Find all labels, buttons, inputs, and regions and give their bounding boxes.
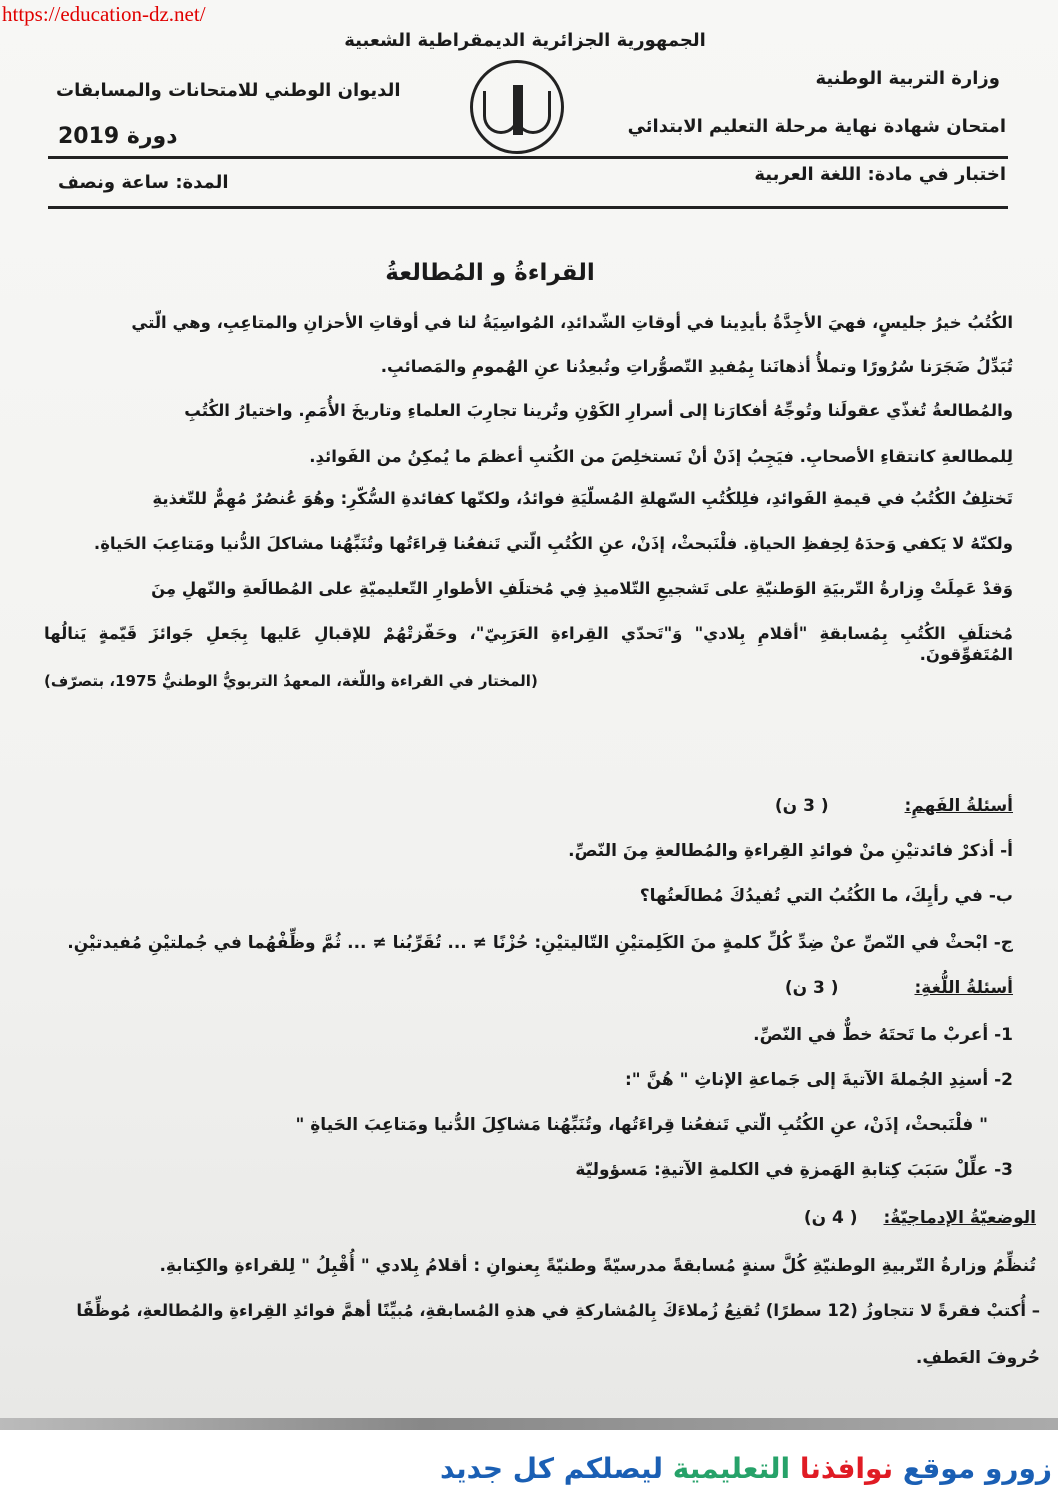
integration-line: حُروفَ العَطفِ. [915,1348,1040,1368]
passage-title: القراءةُ و المُطالعةُ [385,260,595,286]
footer-site-name: نوافذنا [799,1452,894,1485]
exam-duration: المدة: ساعة ونصف [58,172,229,193]
exam-title: امتحان شهادة نهاية مرحلة التعليم الابتدائي [627,116,1006,137]
footer-site-name: التعليمية [672,1452,791,1485]
passage-line: لِلمطالعةِ كانتقاءِ الأصحابِ. فيَجِبُ إذَنْ أنْ نَستخلِصَ من الكُتبِ أعظمَ ما يُمكِنُ من الفَوائدِ. [309,447,1013,466]
question-item: 3- علِّلْ سَبَبَ كِتابةِ الهَمزةِ في الكلمةِ الآتيةِ: مَسؤوليّة [575,1160,1013,1180]
question-item: ب- في رأيِكَ، ما الكُتُبُ التي تُفيدُكَ مُطالَعتُها؟ [639,886,1013,906]
office-name: الديوان الوطني للامتحانات والمسابقات [56,80,401,101]
onec-logo [470,60,564,154]
question-item: ج- ابْحثْ في النّصِّ عنْ ضِدِّ كُلِّ كلمةٍ منَ الكَلِمتيْنِ التّاليتيْنِ: حُزْنًا ≠ ... تُقَرِّبُنا ≠ ... ثُمَّ وظِّفْهُما في جُملتيْنِ مُفيدتيْنِ. [67,933,1013,953]
passage-line: ولكنّهُ لا يَكفي وَحدَهُ لِحِفظِ الحياةِ. فلْنَبحثْ، إذَنْ، عنِ الكُتُبِ الّتي تَنفعُنا قِراءَتُها وتُنَبِّهُنا مشاكلَ الدُّنيا ومَتاعِبَ الحَياةِ. [93,534,1013,553]
passage-line: مُختلَفِ الكُتُبِ بِمُسابقةِ "أقلامِ بِلادي" وَ"تَحدّي القِراءةِ العَرَبِيّ"، وحَفّزتْهُمْ للإقبالِ عَليها بِجَعلِ جَوائزَ قَيّمةٍ يَنالُها المُتَفوِّقونَ. [44,624,1013,665]
integration-line: تُنظِّمُ وزارةُ التّربيةِ الوطنيّةِ كُلَّ سنةٍ مُسابقةً مدرسيّةً وطنيّةً بِعنوانِ : أقلامُ بِلادي " أُقْبِلُ " لِلقراءةِ والكِتابةِ. [159,1256,1036,1276]
comprehension-points: ( 3 ن) [774,796,829,816]
language-points: ( 3 ن) [784,978,839,998]
exam-session: دورة 2019 [58,124,178,149]
footer-text: زورو موقع [902,1452,1052,1485]
question-item: " فلْنَبحثْ، إذَنْ، عنِ الكُتُبِ الّتي تَنفعُنا قِراءَتُها، وتُنَبِّهُنا مَشاكِلَ الدُّنيا ومَتاعِبَ الحَياةِ " [295,1115,988,1135]
passage-line: وَقدْ عَمِلَتْ وِزارةُ التّربيَةِ الوَطنيّةِ على تَشجيعِ التّلاميذِ فِي مُختلَفِ الأطوارِ التّعليميّةِ على المُطالَعةِ والنّهلِ مِنَ [151,579,1013,598]
footer-text: ليصلكم كل جديد [439,1452,663,1485]
republic-title: الجمهورية الجزائرية الديمقراطية الشعبية [344,30,706,51]
integration-line: – أُكتبْ فقرةً لا تتجاوزُ (12 سطرًا) تُقنِعُ زُملاءَكَ بِالمُشاركةِ في هذهِ المُسابقةِ، مُبيِّنًا أهمَّ فوائدِ القِراءةِ والمُطالعةِ، مُوظِّفًا [76,1301,1040,1320]
passage-line: تَختلِفُ الكُتُبُ في قيمةِ الفَوائدِ، فلِلكُتُبِ السّهلةِ المُسلّيَةِ فوائدُ، ولكنّها كفائدةِ السُّكّرِ: وهُوَ عُنصُرٌ مُهِمٌّ للتّغذيةِ [152,489,1013,508]
exam-subject: اختبار في مادة: اللغة العربية [754,164,1006,185]
integration-points: ( 4 ن) [803,1208,858,1228]
passage-source: (المختار في القراءة واللّغة، المعهدُ التربويُّ الوطنيُّ 1975، بتصرّف) [44,672,538,690]
passage-line: الكُتُبُ خيرُ جليسٍ، فهيَ الأجِدَّةُ بأيدِينا في أوقاتِ الشّدائدِ، المُواسِيَةُ لنا في أوقاتِ الأحزانِ والمتاعِبِ، وهي الّتي [131,313,1013,332]
comprehension-heading: أسئلةُ الفَهمِ: [904,796,1013,816]
question-item: أ- أذكرْ فائدتيْنِ منْ فوائدِ القِراءةِ والمُطالعةِ مِنَ النّصِّ. [568,841,1013,861]
passage-line: تُبَدِّلُ ضَجَرَنا سُرُورًا وتملأُ أذهانَنا بِمُفيدِ التّصوُّراتِ وتُبعِدُنا عنِ الهُمومِ والمَصائبِ. [380,357,1013,376]
footer-banner[interactable] [440,1452,1052,1485]
header-divider [48,156,1008,159]
question-item: 1- أعربْ ما تَحتَهُ خطٌّ في النّصِّ. [753,1025,1013,1045]
ministry-name: وزارة التربية الوطنية [815,68,1000,89]
header-divider [48,206,1008,209]
passage-line: والمُطالعةُ تُغذّي عقولَنا وتُوجِّهُ أفكارَنا إلى أسرارِ الكَوْنِ وتُرينا تجارِبَ العلماءِ وتاريخَ الأُمَمِ. واختيارُ الكُتُبِ [184,401,1013,420]
language-heading: أسئلةُ اللُّغةِ: [914,978,1013,998]
integration-heading: الوضعيّةُ الإدماجيّةُ: [883,1208,1036,1228]
watermark-url[interactable]: https://education-dz.net/ [2,2,206,26]
question-item: 2- أسنِدِ الجُملةَ الآتيةَ إلى جَماعةِ الإناثِ " هُنَّ ": [625,1070,1013,1090]
